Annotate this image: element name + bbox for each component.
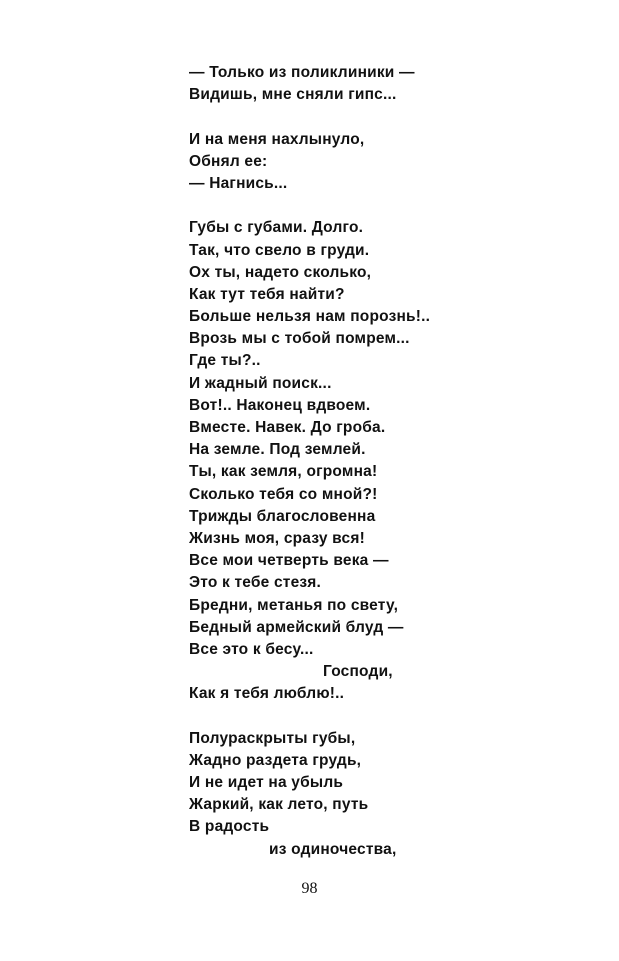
poem-line: — Нагнись... <box>189 174 288 192</box>
poem-line: — Только из поликлиники — <box>189 64 415 81</box>
stanza-break <box>189 705 519 727</box>
poem-line: Полураскрыты губы, <box>189 729 356 747</box>
stanza-break <box>189 195 519 217</box>
poem-line: Сколько тебя со мной?! <box>189 485 378 503</box>
poem-line: Вместе. Навек. До гроба. <box>189 419 386 436</box>
poem-line: Бедный армейский блуд — <box>189 618 404 636</box>
poem-line: Видишь, мне сняли гипс... <box>189 86 397 104</box>
poem-line: Ох ты, надето сколько, <box>189 263 372 281</box>
poem-line: Как тут тебя найти? <box>189 285 345 303</box>
poem-line: На земле. Под землей. <box>189 441 366 459</box>
poem-line: Вот!.. Наконец вдвоем. <box>189 396 371 414</box>
poem-line: Жизнь моя, сразу вся! <box>189 529 365 547</box>
poem-line-indented: из одиночества, <box>269 840 397 858</box>
poem-line: Губы с губами. Долго. <box>189 219 364 237</box>
poem-line-indented: Господи, <box>323 663 393 681</box>
poem-line: Больше нельзя нам порознь!.. <box>189 308 431 326</box>
poem-line: Бредни, метанья по свету, <box>189 596 399 614</box>
poem-line: Где ты?.. <box>189 352 261 370</box>
poem-line: В радость <box>189 818 270 836</box>
poem-line: Так, что свело в груди. <box>189 241 370 259</box>
poem-line: Это к тебе стезя. <box>189 574 322 592</box>
poem-line: Трижды благословенна <box>189 507 376 525</box>
poem-text <box>189 62 519 861</box>
poem-line: Жаркий, как лето, путь <box>189 796 369 814</box>
stanza-break <box>189 106 519 128</box>
poem-line: И жадный поиск... <box>189 374 332 392</box>
poem-line: Все это к бесу... <box>189 640 314 658</box>
poem-line: Жадно раздета грудь, <box>189 751 362 769</box>
page-number: 98 <box>301 880 318 897</box>
poem-line: Ты, как земля, огромна! <box>189 463 378 481</box>
poem-line: Обнял ее: <box>189 152 268 170</box>
poem-line: Как я тебя люблю!.. <box>189 685 345 703</box>
poem-line: Врозь мы с тобой помрем... <box>189 330 410 348</box>
poem-line: И не идет на убыль <box>189 774 344 791</box>
poem-line: И на меня нахлынуло, <box>189 130 365 148</box>
poem-line: Все мои четверть века — <box>189 552 389 570</box>
